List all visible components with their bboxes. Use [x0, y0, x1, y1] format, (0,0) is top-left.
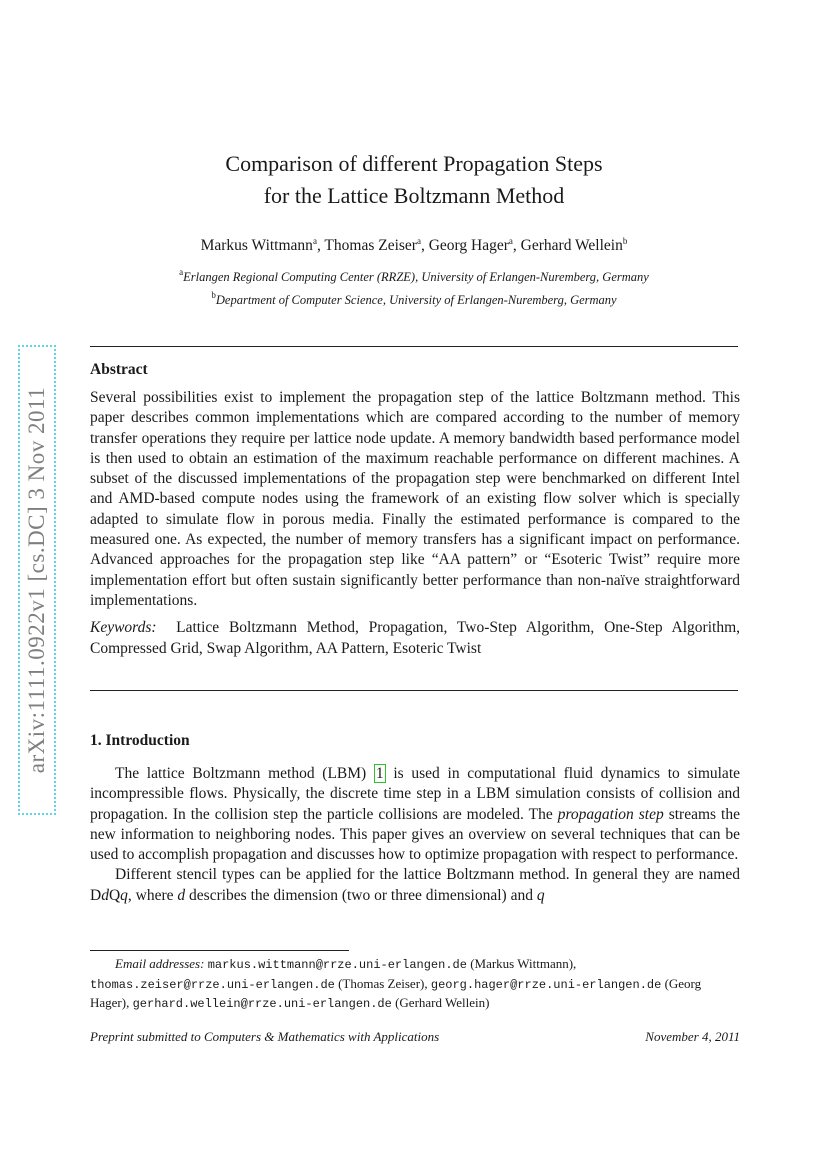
- preprint-text: Preprint submitted to Computers & Mathematics with Applications: [90, 1029, 440, 1044]
- author-list: Markus Wittmann$^a$, Thomas Zeiser$^a$, Georg Hager$^a$, Gerhard Wellein$^b$: [200, 236, 628, 254]
- affiliation-text: Department of Computer Science, University of Erlangen-Nuremberg, Germany: [215, 293, 617, 307]
- keywords: [90, 618, 740, 659]
- author-affiliation-mark: a: [312, 236, 317, 246]
- text-run: streams the new information to neighboring nodes. This paper gives an overview on several techniques that can be used to accomplish propagation and discusses how to optimize propagation with respect to performance.: [90, 805, 740, 864]
- email-owner: (Markus Wittmann),: [470, 956, 577, 971]
- email-link[interactable]: georg.hager@rrze.uni-erlangen.de: [430, 977, 662, 992]
- author: Gerhard Wellein: [520, 237, 623, 254]
- text-run: describes the dimension (two or three dimensional) and: [185, 886, 537, 904]
- author-affiliation-mark: a: [508, 236, 513, 246]
- affiliations: [0, 263, 828, 309]
- section-heading-introduction: 1. Introduction: [90, 732, 190, 749]
- arxiv-id: arXiv:1111.0922v1 [cs.DC] 3 Nov 2011: [24, 386, 49, 774]
- footnote-label: Email addresses:: [115, 956, 205, 971]
- abstract-text: Several possibilities exist to implement the propagation step of the lattice Boltzmann method. This paper describes common implementations which are compared according to the number of memory transfer operations they require per lattice node update. A memory bandwidth based performance model is then used to obtain an estimation of the maximum reachable performance on different machines. A subset of the discussed implementations of the propagation step were benchmarked on different Intel and AMD-based compute nodes using the framework of an existing flow solver which is specially adapted to simulate flow in porous media. Finally the estimated performance is compared to the measured one. As expected, the number of memory transfers has a significant impact on performance. Advanced approaches for the propagation step like “AA pattern” or “Esoteric Twist” require more implementation effort but often sustain significantly better performance than non-naïve straightforward implementations.: [90, 389, 740, 609]
- abstract-top-rule: [90, 346, 738, 347]
- affiliation: [0, 286, 828, 309]
- abstract-bottom-rule: [90, 690, 738, 691]
- math-var: q: [120, 886, 128, 904]
- math-var: q: [536, 886, 545, 904]
- title-line-2: for the Lattice Boltzmann Method: [263, 183, 565, 208]
- preprint-footer: [90, 1029, 740, 1045]
- footnote: [90, 955, 740, 1014]
- author-affiliation-mark: a: [416, 236, 421, 246]
- affiliation-mark: b: [211, 290, 216, 300]
- email-link[interactable]: markus.wittmann@rrze.uni-erlangen.de: [207, 958, 467, 972]
- text-run: is used in computational fluid dynamics to simulate incompressible flows. Physically, the discrete time step in a LBM simulation consists of collision and propagation. In the collision step the particle collisions are modeled. The: [90, 765, 741, 823]
- text-run: Different stencil types can be applied for the lattice Boltzmann method. In general they are named D: [90, 866, 740, 904]
- abstract-heading: Abstract: [90, 361, 148, 378]
- keywords-text: Lattice Boltzmann Method, Propagation, Two-Step Algorithm, One-Step Algorithm, Compressed Grid, Swap Algorithm, AA Pattern, Esoteric Twist: [90, 619, 741, 657]
- preprint-date: November 4, 2011: [645, 1029, 740, 1044]
- email-link[interactable]: gerhard.wellein@rrze.uni-erlangen.de: [132, 997, 392, 1011]
- emphasis: propagation step: [557, 805, 664, 823]
- paragraph: [90, 865, 740, 906]
- affiliation-mark: a: [179, 267, 184, 277]
- text-run: The lattice Boltzmann method (LBM): [115, 765, 374, 782]
- paper-title: [0, 148, 828, 212]
- paragraph: [90, 764, 740, 865]
- author: Georg Hager: [428, 237, 509, 254]
- affiliation-text: Erlangen Regional Computing Center (RRZE), University of Erlangen-Nuremberg, Germany: [183, 270, 649, 284]
- email-owner: (Thomas Zeiser),: [338, 975, 428, 991]
- title-line-1: Comparison of different Propagation Steps: [225, 151, 603, 176]
- arxiv-stamp: [18, 345, 56, 815]
- email-link[interactable]: thomas.zeiser@rrze.uni-erlangen.de: [90, 977, 335, 992]
- math-var: d: [101, 886, 109, 904]
- abstract-body: [90, 388, 740, 659]
- text-run: Q: [108, 886, 121, 904]
- introduction-body: [90, 764, 740, 906]
- math-var: d: [177, 886, 186, 904]
- author: Thomas Zeiser: [324, 237, 417, 254]
- author: Markus Wittmann: [200, 237, 313, 254]
- affiliation: [0, 263, 828, 286]
- keywords-label: Keywords:: [90, 619, 157, 637]
- email-owner: (Georg Hager),: [90, 975, 702, 1010]
- citation-link[interactable]: 1: [375, 765, 384, 782]
- text-run: , where: [127, 886, 178, 904]
- email-owner: (Gerhard Wellein): [395, 995, 490, 1010]
- footnote-rule: [90, 950, 349, 951]
- author-affiliation-mark: b: [622, 236, 628, 246]
